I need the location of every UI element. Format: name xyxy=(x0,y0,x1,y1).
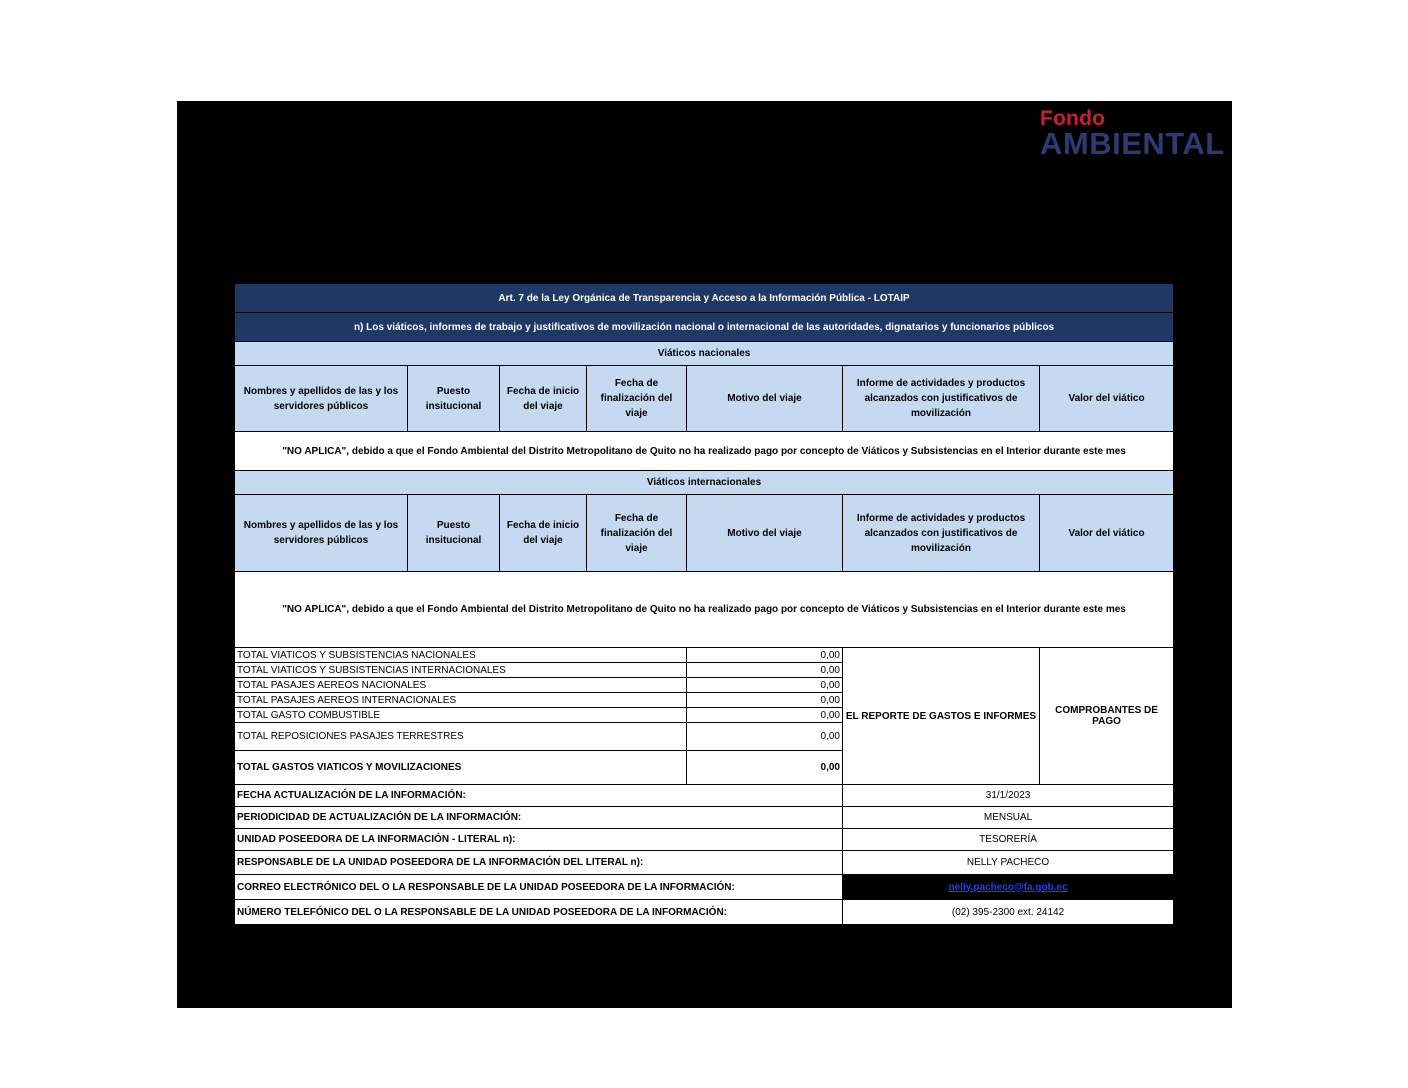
fecha-actualizacion-label: FECHA ACTUALIZACIÓN DE LA INFORMACIÓN: xyxy=(235,785,843,807)
total-label: TOTAL REPOSICIONES PASAJES TERRESTRES xyxy=(235,723,687,751)
nacionales-note: "NO APLICA", debido a que el Fondo Ambiental del Distrito Metropolitano de Quito no ha realizado pago por concepto de Viáticos y Subsistencias en el Interior durante este mes xyxy=(235,432,1174,471)
fecha-actualizacion-value: 31/1/2023 xyxy=(843,785,1174,807)
correo-link[interactable]: nelly.pacheco@fa.gob.ec xyxy=(948,881,1068,893)
comprobantes-pago-label: COMPROBANTES DE PAGO xyxy=(1040,648,1174,785)
lotaip-viaticos-table xyxy=(234,283,1174,925)
section-title-internacionales: Viáticos internacionales xyxy=(235,471,1174,495)
col-header-puesto: Puesto insitucional xyxy=(408,366,500,432)
grand-total-value: 0,00 xyxy=(687,751,843,785)
total-value: 0,00 xyxy=(687,723,843,751)
unidad-poseedora-label: UNIDAD POSEEDORA DE LA INFORMACIÓN - LITERAL n): xyxy=(235,829,843,851)
total-value: 0,00 xyxy=(687,708,843,723)
total-label: TOTAL PASAJES AEREOS INTERNACIONALES xyxy=(235,693,687,708)
col-header-informe: Informe de actividades y productos alcanzados con justificativos de movilización xyxy=(843,366,1040,432)
logo-line-2: AMBIENTAL xyxy=(1040,126,1225,161)
col-header-nombres: Nombres y apellidos de las y los servidores públicos xyxy=(235,495,408,572)
col-header-fecha-fin: Fecha de finalización del viaje xyxy=(587,366,687,432)
total-value: 0,00 xyxy=(687,663,843,678)
fondo-ambiental-logo xyxy=(1040,108,1226,159)
correo-value xyxy=(843,875,1174,900)
periodicidad-label: PERIODICIDAD DE ACTUALIZACIÓN DE LA INFORMACIÓN: xyxy=(235,807,843,829)
total-label: TOTAL VIATICOS Y SUBSISTENCIAS INTERNACIONALES xyxy=(235,663,687,678)
col-header-informe: Informe de actividades y productos alcanzados con justificativos de movilización xyxy=(843,495,1040,572)
telefono-label: NÚMERO TELEFÓNICO DEL O LA RESPONSABLE DE LA UNIDAD POSEEDORA DE LA INFORMACIÓN: xyxy=(235,900,843,925)
col-header-fecha-inicio: Fecha de inicio del viaje xyxy=(500,495,587,572)
responsable-label: RESPONSABLE DE LA UNIDAD POSEEDORA DE LA INFORMACIÓN DEL LITERAL n): xyxy=(235,851,843,875)
total-value: 0,00 xyxy=(687,693,843,708)
col-header-fecha-inicio: Fecha de inicio del viaje xyxy=(500,366,587,432)
unidad-poseedora-value: TESORERÍA xyxy=(843,829,1174,851)
total-label: TOTAL GASTO COMBUSTIBLE xyxy=(235,708,687,723)
total-value: 0,00 xyxy=(687,648,843,663)
col-header-valor: Valor del viático xyxy=(1040,495,1174,572)
grand-total-label: TOTAL GASTOS VIATICOS Y MOVILIZACIONES xyxy=(235,751,687,785)
col-header-fecha-fin: Fecha de finalización del viaje xyxy=(587,495,687,572)
section-title-nacionales: Viáticos nacionales xyxy=(235,342,1174,366)
report-subtitle: n) Los viáticos, informes de trabajo y justificativos de movilización nacional o internacional de las autoridades, dignatarios y funcionarios públicos xyxy=(235,313,1174,342)
periodicidad-value: MENSUAL xyxy=(843,807,1174,829)
report-title: Art. 7 de la Ley Orgánica de Transparencia y Acceso a la Información Pública - LOTAIP xyxy=(235,284,1174,313)
total-value: 0,00 xyxy=(687,678,843,693)
col-header-puesto: Puesto insitucional xyxy=(408,495,500,572)
col-header-nombres: Nombres y apellidos de las y los servidores públicos xyxy=(235,366,408,432)
reporte-gastos-label: EL REPORTE DE GASTOS E INFORMES xyxy=(843,648,1040,785)
internacionales-note: "NO APLICA", debido a que el Fondo Ambiental del Distrito Metropolitano de Quito no ha realizado pago por concepto de Viáticos y Subsistencias en el Interior durante este mes xyxy=(235,572,1174,648)
col-header-motivo: Motivo del viaje xyxy=(687,366,843,432)
col-header-valor: Valor del viático xyxy=(1040,366,1174,432)
total-label: TOTAL VIATICOS Y SUBSISTENCIAS NACIONALES xyxy=(235,648,687,663)
logo-line-1: Fondo xyxy=(1040,107,1106,130)
telefono-value: (02) 395-2300 ext. 24142 xyxy=(843,900,1174,925)
col-header-motivo: Motivo del viaje xyxy=(687,495,843,572)
responsable-value: NELLY PACHECO xyxy=(843,851,1174,875)
correo-label: CORREO ELECTRÓNICO DEL O LA RESPONSABLE DE LA UNIDAD POSEEDORA DE LA INFORMACIÓN: xyxy=(235,875,843,900)
total-label: TOTAL PASAJES AEREOS NACIONALES xyxy=(235,678,687,693)
